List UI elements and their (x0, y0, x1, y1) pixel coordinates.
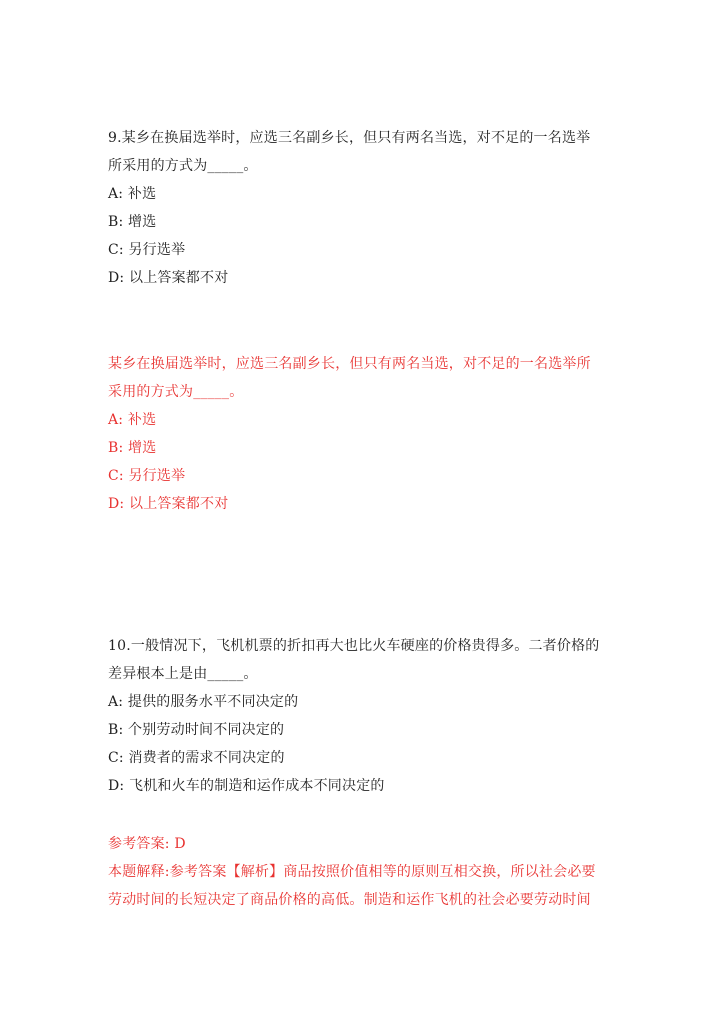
question-9-repeat (108, 350, 613, 518)
question-stem-line-1: 9.某乡在换届选举时，应选三名副乡长，但只有两名当选，对不足的一名选举 (108, 130, 591, 146)
explanation-line-1: 本题解释:参考答案【解析】商品按照价值相等的原则互相交换，所以社会必要 (108, 864, 596, 880)
option-d: D: 以上答案都不对 (108, 270, 229, 286)
option-c: C: 消费者的需求不同决定的 (108, 750, 285, 766)
option-a: A: 提供的服务水平不同决定的 (108, 694, 299, 710)
option-c: C: 另行选举 (108, 468, 186, 484)
option-c: C: 另行选举 (108, 242, 186, 258)
reference-answer: 参考答案: D (108, 836, 186, 852)
question-stem-line-2: 差异根本上是由_____。 (108, 666, 258, 682)
option-d: D: 飞机和火车的制造和运作成本不同决定的 (108, 778, 385, 794)
answer-10 (108, 830, 613, 914)
option-a: A: 补选 (108, 186, 157, 202)
option-d: D: 以上答案都不对 (108, 496, 229, 512)
question-stem-line-2: 所采用的方式为_____。 (108, 158, 258, 174)
option-b: B: 增选 (108, 214, 157, 230)
explanation-line-2: 劳动时间的长短决定了商品价格的高低。制造和运作飞机的社会必要劳动时间 (108, 892, 591, 908)
option-b: B: 增选 (108, 440, 157, 456)
option-a: A: 补选 (108, 412, 157, 428)
question-stem-line-2: 采用的方式为_____。 (108, 384, 244, 400)
question-stem-line-1: 10.一般情况下，飞机机票的折扣再大也比火车硬座的价格贵得多。二者价格的 (108, 638, 600, 654)
question-stem-line-1: 某乡在换届选举时，应选三名副乡长，但只有两名当选，对不足的一名选举所 (108, 356, 591, 372)
question-9 (108, 124, 613, 292)
question-10 (108, 632, 613, 800)
option-b: B: 个别劳动时间不同决定的 (108, 722, 285, 738)
